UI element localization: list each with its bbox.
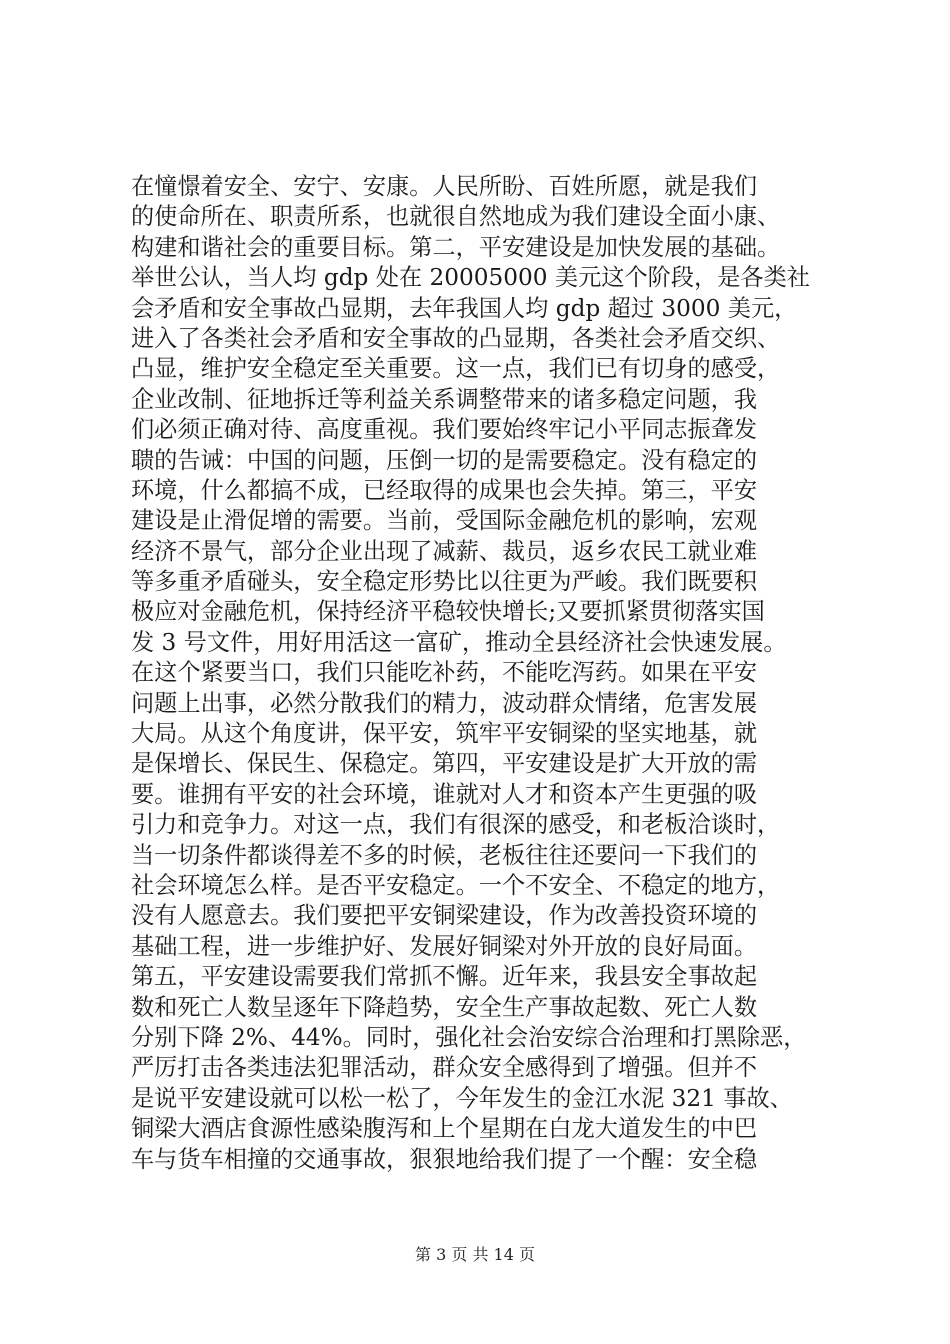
text-line: 铜梁大酒店食源性感染腹泻和上个星期在白龙大道发生的中巴 bbox=[131, 1115, 758, 1143]
text-line: 建设是止滑促增的需要。当前，受国际金融危机的影响，宏观 bbox=[131, 507, 758, 535]
text-line: 基础工程，进一步维护好、发展好铜梁对外开放的良好局面。 bbox=[131, 932, 758, 960]
text-line: 的使命所在、职责所系，也就很自然地成为我们建设全面小康、 bbox=[131, 203, 781, 231]
text-line: 在憧憬着安全、安宁、安康。人民所盼、百姓所愿，就是我们 bbox=[131, 173, 758, 200]
text-line: 会矛盾和安全事故凸显期，去年我国人均 gdp 超过 3000 美元， bbox=[131, 294, 798, 322]
page-number-footer: 第 3 页 共 14 页 bbox=[415, 1245, 535, 1264]
text-line: 极应对金融危机，保持经济平稳较快增长;又要抓紧贯彻落实国 bbox=[131, 598, 765, 626]
text-line: 社会环境怎么样。是否平安稳定。一个不安全、不稳定的地方， bbox=[131, 871, 781, 899]
text-line: 等多重矛盾碰头，安全稳定形势比以往更为严峻。我们既要积 bbox=[131, 568, 758, 596]
text-line: 当一切条件都谈得差不多的时候，老板往往还要问一下我们的 bbox=[131, 841, 758, 869]
text-line: 车与货车相撞的交通事故，狠狠地给我们提了一个醒：安全稳 bbox=[131, 1145, 758, 1173]
text-line: 环境，什么都搞不成，已经取得的成果也会失掉。第三，平安 bbox=[131, 476, 758, 504]
text-line: 大局。从这个角度讲，保平安，筑牢平安铜梁的坚实地基，就 bbox=[131, 720, 758, 748]
text-line: 是说平安建设就可以松一松了，今年发生的金江水泥 321 事故、 bbox=[131, 1084, 793, 1112]
text-line: 举世公认，当人均 gdp 处在 20005000 美元这个阶段，是各类社 bbox=[131, 264, 810, 292]
text-line: 在这个紧要当口，我们只能吃补药，不能吃泻药。如果在平安 bbox=[131, 659, 758, 687]
text-line: 问题上出事，必然分散我们的精力，波动群众情绪，危害发展 bbox=[131, 689, 758, 717]
text-line: 是保增长、保民生、保稳定。第四，平安建设是扩大开放的需 bbox=[131, 750, 758, 778]
text-line: 发 3 号文件，用好用活这一富矿，推动全县经济社会快速发展。 bbox=[131, 628, 787, 656]
text-line: 第五，平安建设需要我们常抓不懈。近年来，我县安全事故起 bbox=[131, 963, 758, 991]
text-line: 严厉打击各类违法犯罪活动，群众安全感得到了增强。但并不 bbox=[131, 1054, 758, 1082]
text-line: 分别下降 2%、44%。同时，强化社会治安综合治理和打黑除恶， bbox=[131, 1023, 807, 1051]
text-line: 进入了各类社会矛盾和安全事故的凸显期，各类社会矛盾交织、 bbox=[131, 324, 781, 352]
text-line: 引力和竞争力。对这一点，我们有很深的感受，和老板洽谈时， bbox=[131, 811, 781, 839]
body-text bbox=[131, 172, 831, 1175]
text-line: 数和死亡人数呈逐年下降趋势，安全生产事故起数、死亡人数 bbox=[131, 993, 758, 1021]
text-line: 没有人愿意去。我们要把平安铜梁建设，作为改善投资环境的 bbox=[131, 902, 758, 930]
text-line: 企业改制、征地拆迁等利益关系调整带来的诸多稳定问题，我 bbox=[131, 385, 758, 413]
text-line: 凸显，维护安全稳定至关重要。这一点，我们已有切身的感受， bbox=[131, 355, 781, 383]
text-line: 聩的告诫：中国的问题，压倒一切的是需要稳定。没有稳定的 bbox=[131, 446, 758, 474]
text-line: 们必须正确对待、高度重视。我们要始终牢记小平同志振聋发 bbox=[131, 416, 758, 444]
text-line: 要。谁拥有平安的社会环境，谁就对人才和资本产生更强的吸 bbox=[131, 780, 758, 808]
text-line: 构建和谐社会的重要目标。第二，平安建设是加快发展的基础。 bbox=[131, 233, 781, 261]
text-line: 经济不景气，部分企业出现了减薪、裁员，返乡农民工就业难 bbox=[131, 537, 758, 565]
